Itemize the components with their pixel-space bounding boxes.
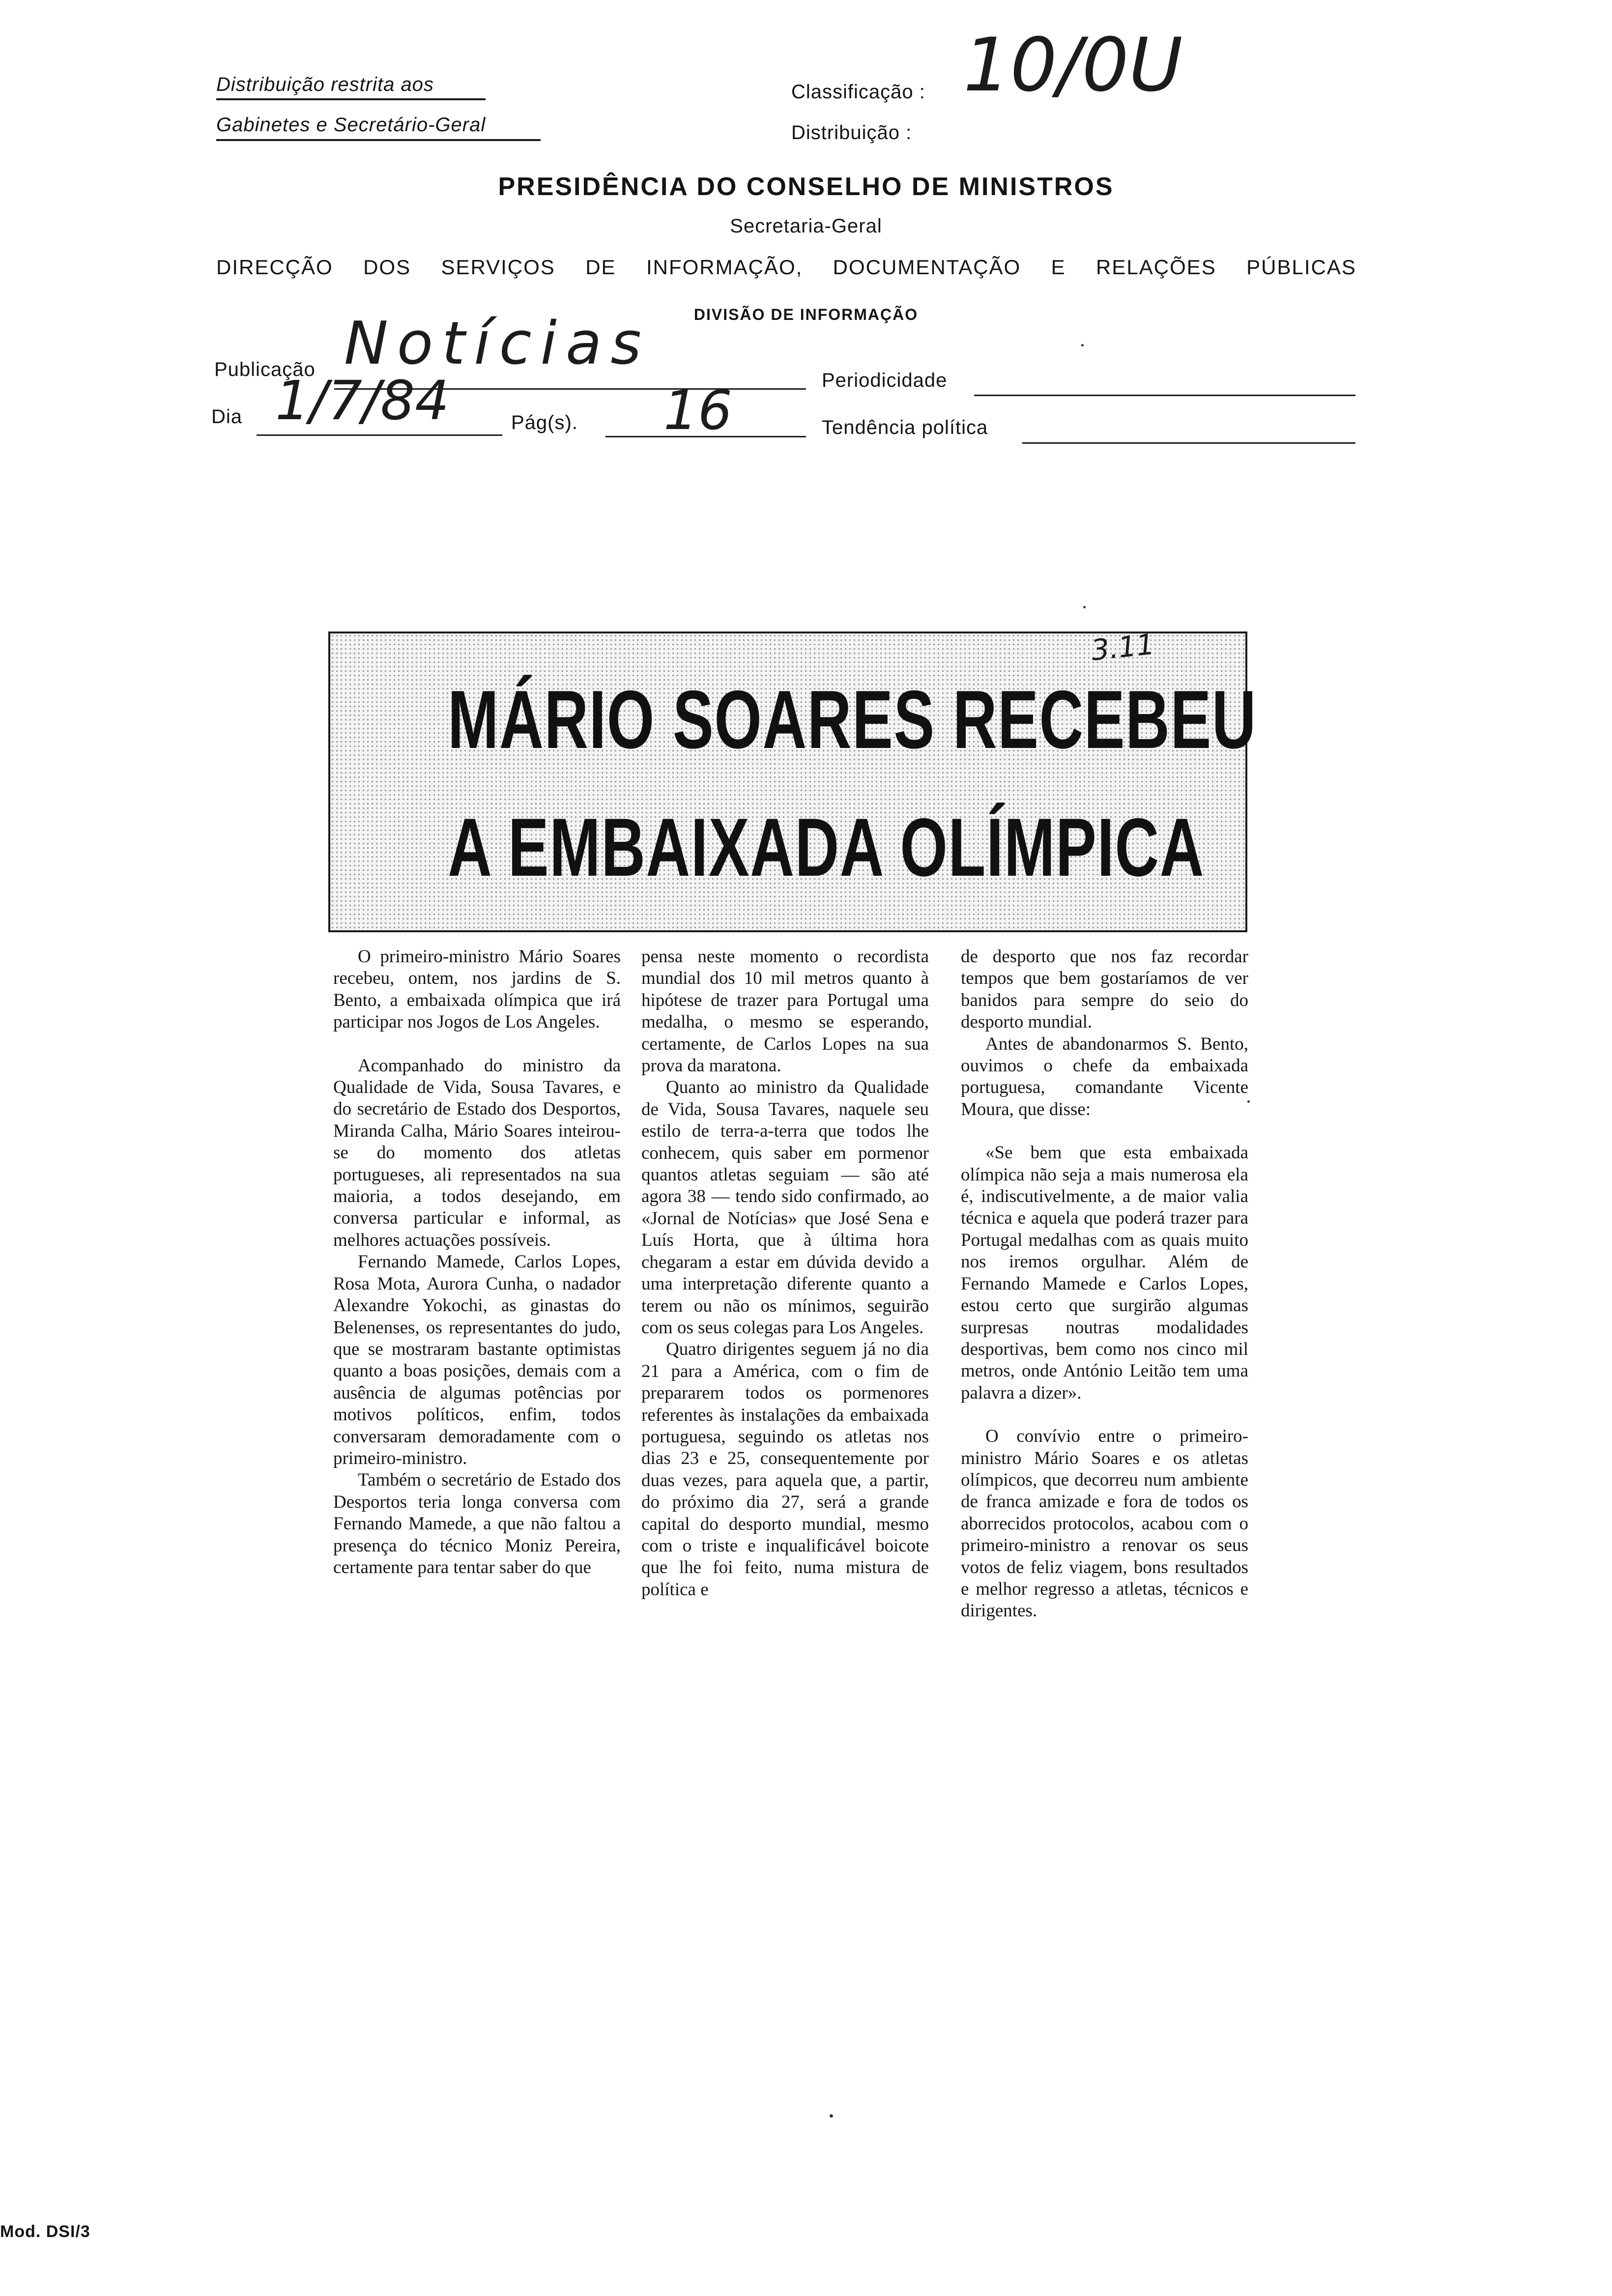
political-tendency-field-line bbox=[1022, 442, 1355, 444]
divider bbox=[216, 139, 541, 141]
subtitle: Secretaria-Geral bbox=[730, 215, 882, 237]
publication-value: Notícias bbox=[344, 310, 650, 378]
page-title: PRESIDÊNCIA DO CONSELHO DE MINISTROS bbox=[498, 172, 1114, 201]
article-paragraph: Quatro dirigentes seguem já no dia 21 para a América, com o fim de prepararem todos os pormenores referentes às instalações da embaixada portuguesa, seguindo os atletas nos dias 23 e 25, consequentemente por duas vezes, para aquela que, a partir, do próximo dia 27, será a grande capital do desporto mundial, mesmo com o triste e inqualificável boicote que lhe foi feito, numa mistura de política e bbox=[641, 1339, 929, 1600]
article-column-2 bbox=[641, 946, 929, 1601]
pages-label: Pág(s). bbox=[511, 412, 578, 433]
scan-speck bbox=[1247, 1100, 1250, 1103]
article-paragraph: Também o secretário de Estado dos Desportos teria longa conversa com Fernando Mamede, a que não faltou a presença do técnico Moniz Pereira, certamente para tentar saber do que bbox=[333, 1470, 621, 1578]
day-value: 1/7/84 bbox=[275, 369, 450, 432]
article-column-3 bbox=[961, 946, 1248, 1622]
periodicity-field-line bbox=[974, 395, 1355, 396]
pages-value: 16 bbox=[663, 379, 732, 442]
directorate-word: DE bbox=[585, 256, 616, 279]
article-paragraph: Fernando Mamede, Carlos Lopes, Rosa Mota, Aurora Cunha, o nadador Alexandre Yokochi, as ginastas do Belenenses, os representantes do judo, que se mostraram bastante optimistas quanto a boas posições, demais com a ausência de algumas potências por motivos políticos, enfim, todos conversaram demoradamente com o primeiro-ministro. bbox=[333, 1252, 621, 1468]
restriction-line-2: Gabinetes e Secretário-Geral bbox=[216, 114, 486, 136]
scan-speck bbox=[830, 2114, 833, 2118]
article-paragraph: Antes de abandonarmos S. Bento, ouvimos o chefe da embaixada portuguesa, comandante Vicente Moura, que disse: bbox=[961, 1033, 1248, 1119]
article-paragraph: de desporto que nos faz recordar tempos que bem gostaríamos de ver banidos para sempre do seio do desporto mundial. bbox=[961, 947, 1248, 1033]
periodicity-label: Periodicidade bbox=[822, 370, 948, 391]
scan-speck bbox=[1081, 344, 1084, 346]
directorate-word: PÚBLICAS bbox=[1246, 256, 1356, 279]
restriction-line-1: Distribuição restrita aos bbox=[216, 74, 434, 95]
directorate-word: DIRECÇÃO bbox=[216, 256, 333, 279]
article-paragraph: O convívio entre o primeiro-ministro Mário Soares e os atletas olímpicos, que decorreu num ambiente de franca amizade e fora de todos os aborrecidos protocolos, acabou com o primeiro-ministro a renovar os seus votos de feliz viagem, bons resultados e melhor regresso a atletas, técnicos e dirigentes. bbox=[961, 1426, 1248, 1621]
division-label: DIVISÃO DE INFORMAÇÃO bbox=[693, 306, 919, 323]
article-paragraph: «Se bem que esta embaixada olímpica não seja a mais numerosa ela é, indiscutivelmente, a de maior valia técnica e aquela que poderá trazer para Portugal medalhas com as quais muito nos iremos orgulhar. Além de Fernando Mamede e Carlos Lopes, estou certo que surgirão algumas surpresas noutras modalidades desportivas, bem como nos cinco mil metros, onde António Leitão tem uma palavra a dizer». bbox=[961, 1143, 1248, 1403]
article-paragraph: Acompanhado do ministro da Qualidade de Vida, Sousa Tavares, e do secretário de Estado dos Desportos, Miranda Calha, Mário Soares inteirou-se do momento dos atletas portugueses, ali representados na sua maioria, a todos desejando, em conversa particular e informal, as melhores actuações possíveis. bbox=[333, 1055, 621, 1250]
directorate-word: SERVIÇOS bbox=[441, 256, 555, 279]
distribution-label: Distribuição : bbox=[791, 122, 912, 144]
directorate-line bbox=[216, 256, 1356, 279]
directorate-word: E bbox=[1051, 256, 1066, 279]
classification-label: Classificação : bbox=[791, 81, 925, 103]
directorate-word: RELAÇÕES bbox=[1096, 256, 1216, 279]
day-label: Dia bbox=[211, 406, 243, 428]
political-tendency-label: Tendência política bbox=[822, 417, 988, 438]
headline-line-1: MÁRIO SOARES RECEBEU bbox=[448, 673, 1257, 766]
article-paragraph: pensa neste momento o recordista mundial dos 10 mil metros quanto à hipótese de trazer para Portugal uma medalha, o mesmo se esperando, certamente, de Carlos Lopes na sua prova da maratona. bbox=[641, 947, 929, 1076]
day-field-line bbox=[257, 434, 502, 436]
article-paragraph: Quanto ao ministro da Qualidade de Vida, Sousa Tavares, naquele seu estilo de terra-a-terra que todos lhe conhecem, quis saber em pormenor quantos atletas seguiam — são até agora 38 — tendo sido confirmado, ao «Jornal de Notícias» que José Sena e Luís Horta, que à última hora chegaram a estar em dúvida devido a uma interpretação diferente quanto a terem ou não os mínimos, seguirão com os seus colegas para Los Angeles. bbox=[641, 1077, 929, 1338]
divider bbox=[216, 98, 486, 100]
directorate-word: DOCUMENTAÇÃO bbox=[833, 256, 1021, 279]
article-paragraph: O primeiro-ministro Mário Soares recebeu, ontem, nos jardins de S. Bento, a embaixada olímpica que irá participar nos Jogos de Los Angeles. bbox=[333, 947, 621, 1033]
directorate-word: INFORMAÇÃO, bbox=[646, 256, 803, 279]
directorate-word: DOS bbox=[363, 256, 411, 279]
article-column-1 bbox=[333, 946, 621, 1578]
publication-label: Publicação bbox=[214, 359, 316, 380]
form-code: Mod. DSI/3 bbox=[0, 2222, 90, 2241]
scan-speck bbox=[1083, 606, 1086, 608]
margin-note: 3.11 bbox=[1089, 627, 1156, 667]
classification-value: 10/0U bbox=[963, 23, 1183, 108]
headline-line-2: A EMBAIXADA OLÍMPICA bbox=[448, 801, 1205, 893]
